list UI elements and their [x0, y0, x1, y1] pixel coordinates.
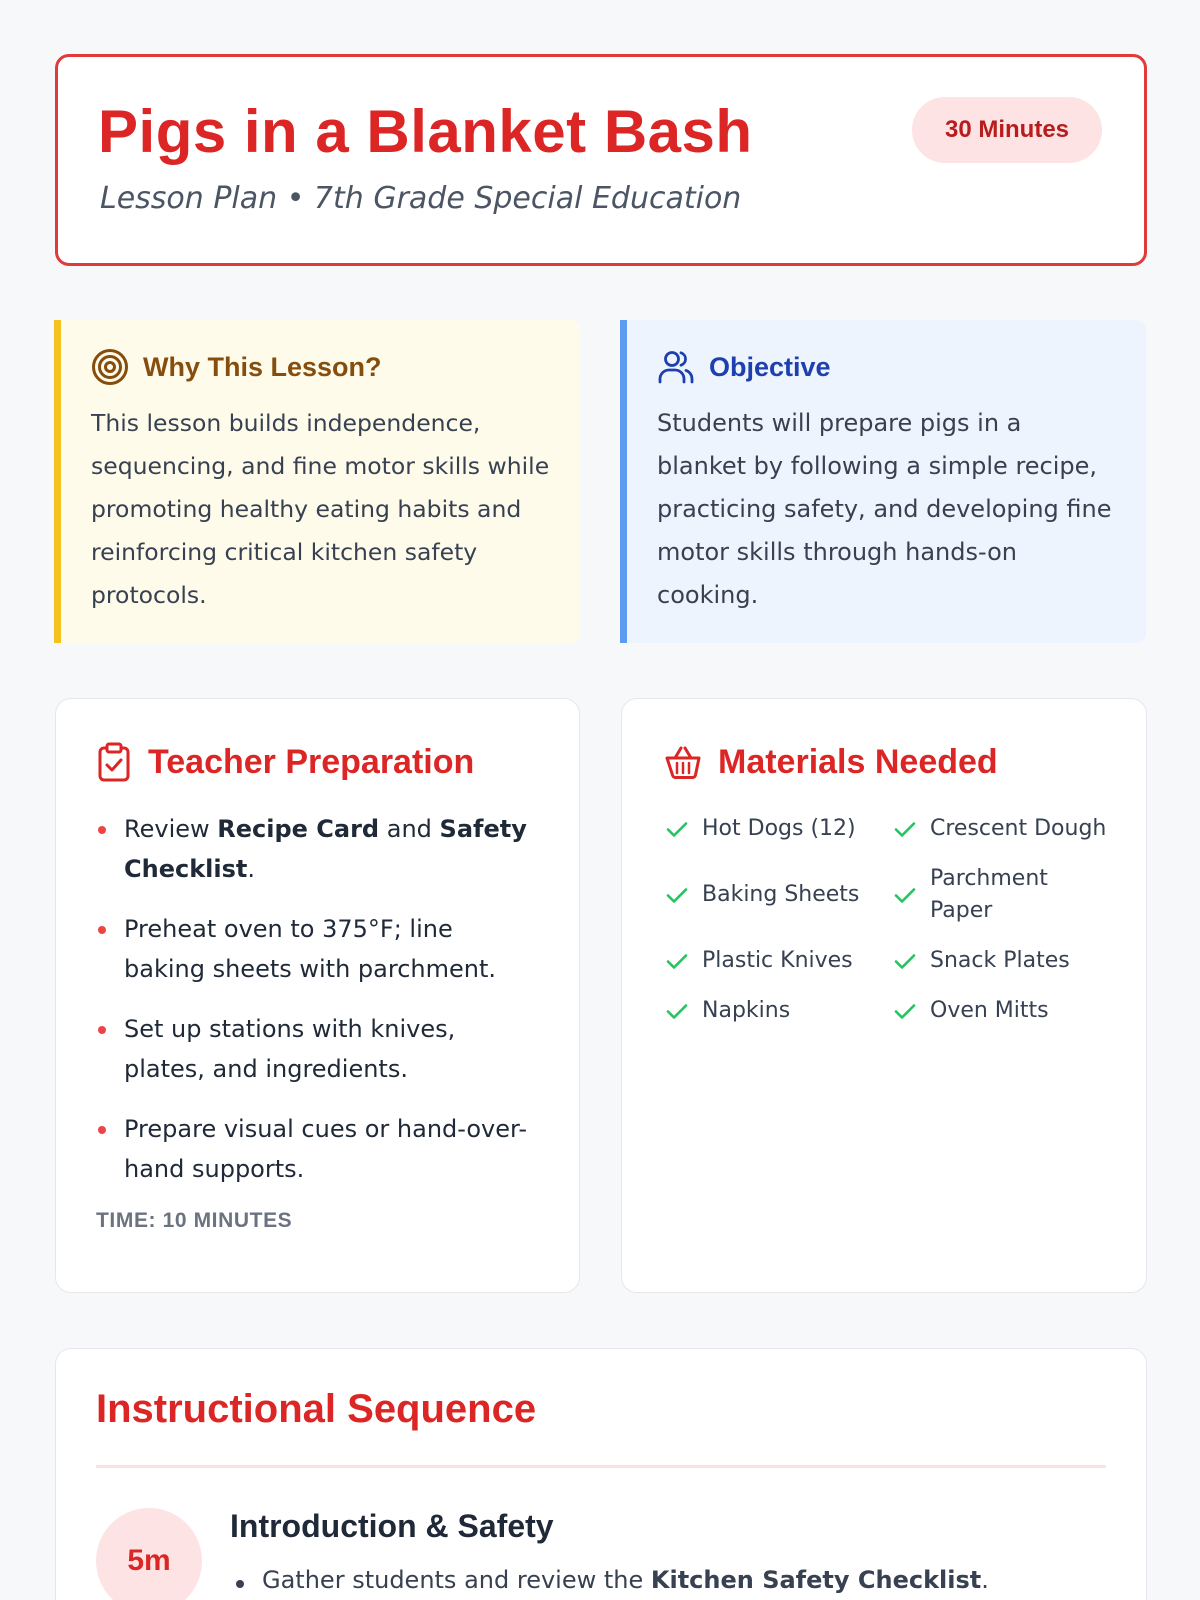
material-item: Parchment Paper [892, 863, 1120, 927]
material-item: Oven Mitts [892, 995, 1120, 1027]
prep-item: Review Recipe Card and Safety Checklist. [96, 809, 539, 889]
why-lesson-header [91, 346, 552, 388]
material-item: Snack Plates [892, 945, 1120, 977]
check-icon [892, 816, 918, 842]
prep-list [96, 809, 539, 1189]
check-icon [664, 998, 690, 1024]
material-item: Napkins [664, 995, 892, 1027]
check-icon [664, 882, 690, 908]
step-duration-badge: 5m [96, 1508, 202, 1600]
objective-heading: Objective [709, 351, 831, 382]
instructional-sequence-card [55, 1348, 1147, 1600]
divider [96, 1465, 1106, 1468]
prep-item: Set up stations with knives, plates, and ingredients. [96, 1009, 539, 1089]
prep-item: Prepare visual cues or hand-over-hand supports. [96, 1109, 539, 1189]
target-icon [91, 348, 129, 386]
teacher-preparation-card [55, 698, 580, 1293]
material-item: Crescent Dough [892, 813, 1120, 845]
lesson-header [55, 54, 1147, 266]
page-subtitle: Lesson Plan • 7th Grade Special Education [100, 181, 742, 216]
why-lesson-heading: Why This Lesson? [143, 351, 382, 382]
users-icon [657, 348, 695, 386]
objective-box [620, 320, 1146, 643]
duration-badge: 30 Minutes [912, 97, 1102, 163]
check-icon [892, 882, 918, 908]
materials-heading: Materials Needed [718, 742, 998, 781]
materials-card [621, 698, 1147, 1293]
instructional-sequence-heading: Instructional Sequence [96, 1387, 537, 1431]
check-icon [892, 948, 918, 974]
teacher-preparation-heading: Teacher Preparation [148, 742, 475, 781]
bullet-icon [98, 1126, 106, 1134]
material-item: Hot Dogs (12) [664, 813, 892, 845]
basket-icon [664, 743, 702, 781]
objective-text: Students will prepare pigs in a blanket by following a simple recipe, practicing safety, and developing fine motor skills through hands-on cooking. [657, 409, 1112, 609]
check-icon [892, 998, 918, 1024]
page-title: Pigs in a Blanket Bash [98, 98, 753, 165]
bullet-icon [98, 826, 106, 834]
check-icon [664, 948, 690, 974]
teacher-preparation-header [96, 737, 539, 787]
objective-header [657, 346, 1118, 388]
prep-item: Preheat oven to 375°F; line baking sheets with parchment. [96, 909, 539, 989]
materials-header [664, 737, 1106, 787]
material-item: Baking Sheets [664, 863, 892, 927]
bullet-icon [98, 926, 106, 934]
materials-list [664, 813, 1106, 1027]
material-item: Plastic Knives [664, 945, 892, 977]
clipboard-check-icon [96, 742, 132, 782]
bullet-icon [98, 1026, 106, 1034]
check-icon [664, 816, 690, 842]
bullet-icon [236, 1580, 244, 1588]
prep-time-label: TIME: 10 MINUTES [96, 1209, 293, 1232]
step-title: Introduction & Safety [230, 1508, 554, 1544]
why-lesson-box [54, 320, 580, 643]
step-item: Gather students and review the Kitchen Safety Checklist. [230, 1566, 989, 1594]
why-lesson-text: This lesson builds independence, sequencing, and fine motor skills while promoting healthy eating habits and reinforcing critical kitchen safety protocols. [91, 409, 550, 609]
